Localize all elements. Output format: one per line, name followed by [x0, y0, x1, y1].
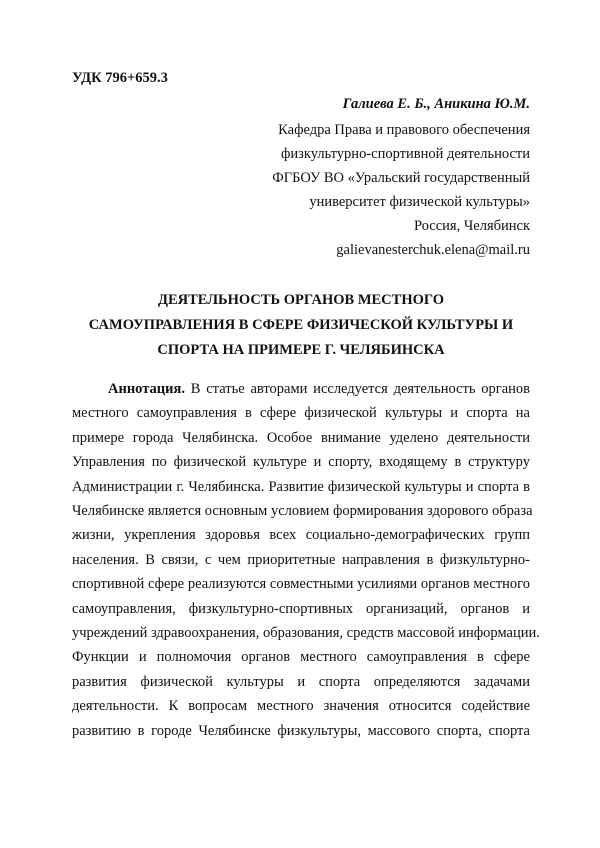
abstract-label: Аннотация. — [108, 381, 185, 397]
abstract-line: учреждений здравоохранения, образования, средств массовой информации. — [72, 625, 540, 642]
affiliation-line: Россия, Челябинск — [413, 218, 530, 234]
abstract-line: местного самоуправления в сфере физической культуры и спорта на — [72, 405, 530, 422]
title-line: СПОРТА НА ПРИМЕРЕ Г. ЧЕЛЯБИНСКА — [157, 342, 445, 358]
abstract-line: жизни, укрепления здоровья всех социально-демографических групп — [72, 527, 530, 544]
abstract-line: спортивной сфере реализуются совместными усилиями органов местного — [72, 576, 530, 593]
abstract-line: населения. В связи, с чем приоритетные направления в физкультурно- — [72, 551, 530, 568]
authors: Галиева Е. Б., Аникина Ю.М. — [342, 96, 530, 112]
abstract-line: развития физической культуры и спорта определяются задачами — [72, 673, 530, 690]
title-line: САМОУПРАВЛЕНИЯ В СФЕРЕ ФИЗИЧЕСКОЙ КУЛЬТУРЫ И — [88, 317, 514, 333]
abstract-line: Администрации г. Челябинска. Развитие физической культуры и спорта в — [72, 478, 530, 495]
udk-code: УДК 796+659.3 — [72, 70, 168, 86]
affiliation-line: Кафедра Права и правового обеспечения — [278, 122, 530, 138]
abstract-line: Управления по физической культуре и спорту, входящему в структуру — [72, 454, 530, 471]
abstract-line: Функции и полномочия органов местного самоуправления в сфере — [72, 649, 530, 666]
abstract-line: деятельности. К вопросам местного значения относится содействие — [72, 698, 530, 715]
affiliation-line: университет физической культуры» — [309, 194, 530, 210]
abstract-line: самоуправления, физкультурно-спортивных организаций, органов и — [72, 600, 530, 617]
affiliation-line: физкультурно-спортивной деятельности — [281, 146, 530, 162]
abstract-text: В статье авторами исследуется деятельность органов — [184, 381, 530, 397]
abstract-line: примере города Челябинска. Особое внимание уделено деятельности — [72, 429, 530, 446]
abstract-line: развитию в городе Челябинске физкультуры, массового спорта, спорта — [72, 722, 530, 739]
author-email: galievanesterchuk.elena@mail.ru — [336, 242, 530, 258]
paper-title — [72, 288, 530, 363]
abstract-line: Челябинске является основным условием формирования здорового образа — [72, 503, 533, 520]
abstract — [72, 377, 540, 743]
affiliation-line: ФГБОУ ВО «Уральский государственный — [272, 170, 530, 186]
affiliation — [110, 118, 530, 262]
abstract-line — [72, 377, 530, 401]
title-line: ДЕЯТЕЛЬНОСТЬ ОРГАНОВ МЕСТНОГО — [157, 292, 445, 308]
